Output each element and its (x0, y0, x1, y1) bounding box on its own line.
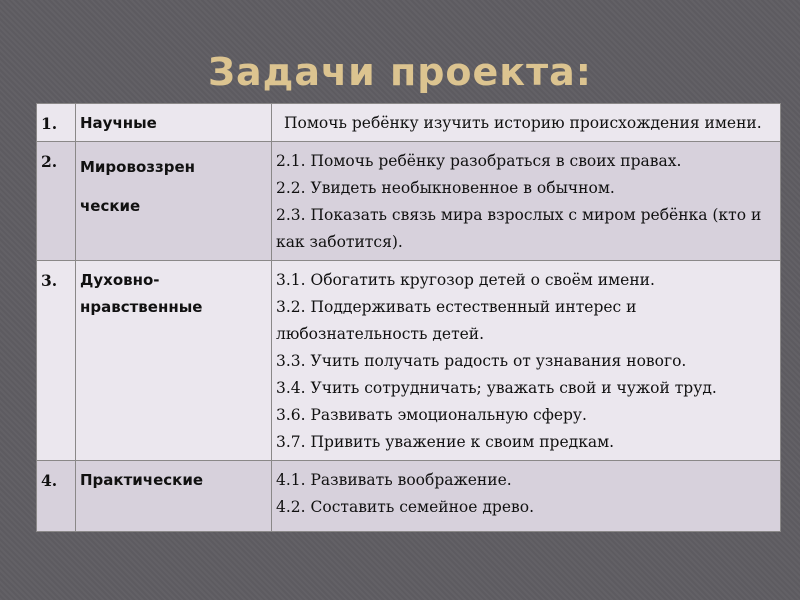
task-line: 3.6. Развивать эмоциональную сферу. (276, 406, 587, 424)
task-line: 3.3. Учить получать радость от узнавания нового. (276, 352, 687, 370)
table-row (37, 142, 781, 261)
row-description (272, 461, 781, 532)
row-description (272, 261, 781, 461)
row-category: Мировоззрен ческие (76, 142, 272, 261)
row-category: Научные (76, 104, 272, 142)
row-number: 3. (37, 261, 76, 461)
tasks-table (36, 103, 781, 532)
row-number: 1. (37, 104, 76, 142)
task-line: 4.1. Развивать воображение. (276, 471, 512, 489)
task-line: 2.1. Помочь ребёнку разобраться в своих правах. (276, 152, 682, 170)
task-line: 3.2. Поддерживать естественный интерес и любознательность детей. (276, 298, 637, 343)
row-category: Духовно-нравственные (76, 261, 272, 461)
page-title: Задачи проекта: (208, 50, 592, 94)
table-row (37, 261, 781, 461)
task-line: 2.2. Увидеть необыкновенное в обычном. (276, 179, 615, 197)
table-row (37, 104, 781, 142)
row-description (272, 142, 781, 261)
task-line: 3.4. Учить сотрудничать; уважать свой и чужой труд. (276, 379, 717, 397)
table-row (37, 461, 781, 532)
row-description (272, 104, 781, 142)
task-line: Помочь ребёнку изучить историю происхождения имени. (284, 114, 762, 132)
task-line: 2.3. Показать связь мира взрослых с миром ребёнка (кто и как заботится). (276, 206, 762, 251)
task-line: 3.7. Привить уважение к своим предкам. (276, 433, 615, 451)
row-number: 4. (37, 461, 76, 532)
row-category: Практические (76, 461, 272, 532)
task-line: 4.2. Составить семейное древо. (276, 498, 534, 516)
task-line: 3.1. Обогатить кругозор детей о своём имени. (276, 271, 655, 289)
row-number: 2. (37, 142, 76, 261)
